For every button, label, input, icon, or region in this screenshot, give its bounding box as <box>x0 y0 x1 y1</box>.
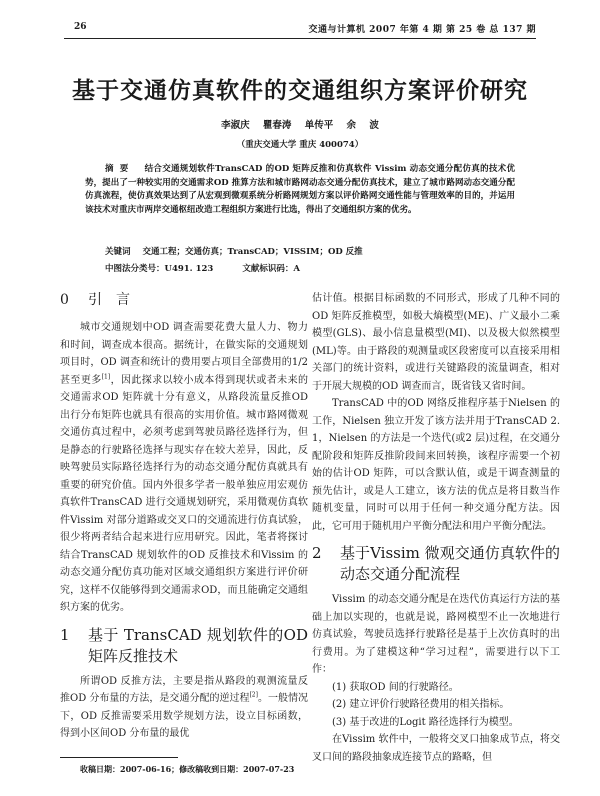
keywords-text: 交通工程；交通仿真；TransCAD；VISSIM；OD 反推 <box>142 247 363 257</box>
abstract-text: 结合交通规划软件TransCAD 的OD 矩阵反推和仿真软件 Vissim 动态交通分配仿真的技术优势，提出了一种较实用的交通需求OD 推算方法和城市路网动态交通分配仿真技术，建立了城市路网动态交通分配仿真流程，使仿真效果达到了从宏观到微观系统分析路网规划方案以评价路网交通性能与管理效率的目的，并运用该技术对重庆市两岸交通枢纽改造工程组织方案进行比选，得出了交通组织方案的优劣。 <box>85 164 515 215</box>
paragraph: 所谓OD 反推方法，主要是指从路段的观测流量反推OD 分布量的方法，是交通分配的逆过程[2]。一般情况下，OD 反推需要采用数学规划方法，设立目标函数，得到小区间OD 分布量的最优 <box>60 675 308 739</box>
section-heading-1: 1 基于 TransCAD 规划软件的OD 矩阵反推技术 <box>60 625 308 665</box>
paper-title: 基于交通仿真软件的交通组织方案评价研究 <box>72 77 528 104</box>
left-column <box>60 290 308 743</box>
section-heading-0: 0 引言 <box>60 292 144 308</box>
footnote-rule <box>60 757 178 758</box>
citation: [1] <box>101 373 111 381</box>
section-heading-2: 2 基于Vissim 微观交通仿真软件的动态交通分配流程 <box>312 544 560 583</box>
footnote-received-date: 收稿日期：2007-06-16；修改稿收到日期：2007-07-23 <box>80 764 295 774</box>
classification: 中图法分类号：U491. 123 文献标识码：A <box>105 264 300 274</box>
journal-info: 交通与计算机 2007 年第 4 期 第 25 卷 总 137 期 <box>308 25 536 35</box>
page-number: 26 <box>74 22 87 32</box>
paragraph: TransCAD 中的OD 网络反推程序基于Nielsen 的工作，Nielsen 独立开发了该方法并用于TransCAD 2. 1，Nielsen 的方法是一个迭代(或2 层)过程，在交通分配阶段和矩阵反推阶段间来回转换，该程序需要一个初始的估计OD 矩阵，可以含默认值，或是干调查测量的预先估计，或是人工建立，该方法的优点是将目数当作随机变量，同时可以用于任何一种交通分配方法。因此，它可用于随机用户平衡分配法和用户平衡分配法。 <box>312 398 560 532</box>
paragraph: 估计值。根据目标函数的不同形式，形成了几种不同的OD 矩阵反推模型，如极大熵模型(ME)、广义最小二乘模型(GLS)、最小信息量模型(MI)、以及极大似然模型(ML)等。由于路段的观测量或区段密度可以直接采用相关部门的统计资料，或进行关键路段的流量调查，相对于开展大规模的OD 调查而言，既省钱又省时间。 <box>312 293 560 392</box>
running-header <box>64 18 536 38</box>
affiliation: （重庆交通大学 重庆 400074） <box>236 140 364 150</box>
keywords <box>105 245 363 257</box>
abstract-label: 摘要 <box>105 164 135 174</box>
list-item: (3) 基于改进的Logit 路径选择行为模型。 <box>332 716 519 728</box>
header-rule <box>64 38 536 39</box>
classification-value: U491. 123 <box>164 264 214 274</box>
paragraph: 城市交通规划中OD 调查需要花费大量人力、物力和时间，调查成本很高。据统计，在做实际的交通规划项目时，OD 调查和统计的费用要占项目全部费用的1/2 甚至更多[1]，因此探求以较小成本得到现状或者未来的交通需求OD 矩阵就十分有意义，从路段流量反推OD 出行分布矩阵也就具有很高的实用价值。城市路网微观交通仿真过程中，必须考虑到驾驶员路径选择行为，但是静态的行驶路径选择与现实存在较大差异，因此，反映驾驶员实际路径选择行为的动态交通分配仿真就具有重要的研究价值。国内外很多学者一般单独应用宏观仿真软件TransCAD 进行交通规划研究，采用微观仿真软件Vissim 对部分道路或交叉口的交通流进行仿真试验，很少将两者结合起来进行应用研究。因此，笔者将探讨结合TransCAD 规划软件的OD 反推技术和Vissim 的动态交通分配仿真功能对区域交通组织方案进行评价研究，这样不仅能够得到交通需求OD，而且能确定交通组织方案的优劣。 <box>60 322 309 613</box>
classification-label: 中图法分类号 <box>105 264 157 274</box>
paragraph: Vissim 的动态交通分配是在迭代仿真运行方法的基础上加以实现的，也就是说，路网模型不止一次地进行仿真试验，驾驶员选择行驶路径是基于上次仿真时的出行费用。为了建模这种“学习过程”，需要进行以下工作： <box>312 594 560 675</box>
paragraph: 在Vissim 软件中，一般将交叉口抽象成节点，将交叉口间的路段抽象成连接节点的路略，但 <box>312 734 560 763</box>
citation: [2] <box>249 691 258 699</box>
authors: 李淑庆 瞿春涛 单传平 余 波 <box>221 120 379 131</box>
keywords-label: 关键词 <box>105 247 131 257</box>
doc-code: A <box>293 264 300 274</box>
doc-code-label: 文献标识码 <box>242 264 285 274</box>
right-column <box>312 290 560 766</box>
abstract <box>85 163 515 217</box>
list-item: (1) 获取OD 间的行驶路径。 <box>332 681 459 693</box>
list-item: (2) 建立评价行驶路径费用的相关指标。 <box>332 699 510 710</box>
